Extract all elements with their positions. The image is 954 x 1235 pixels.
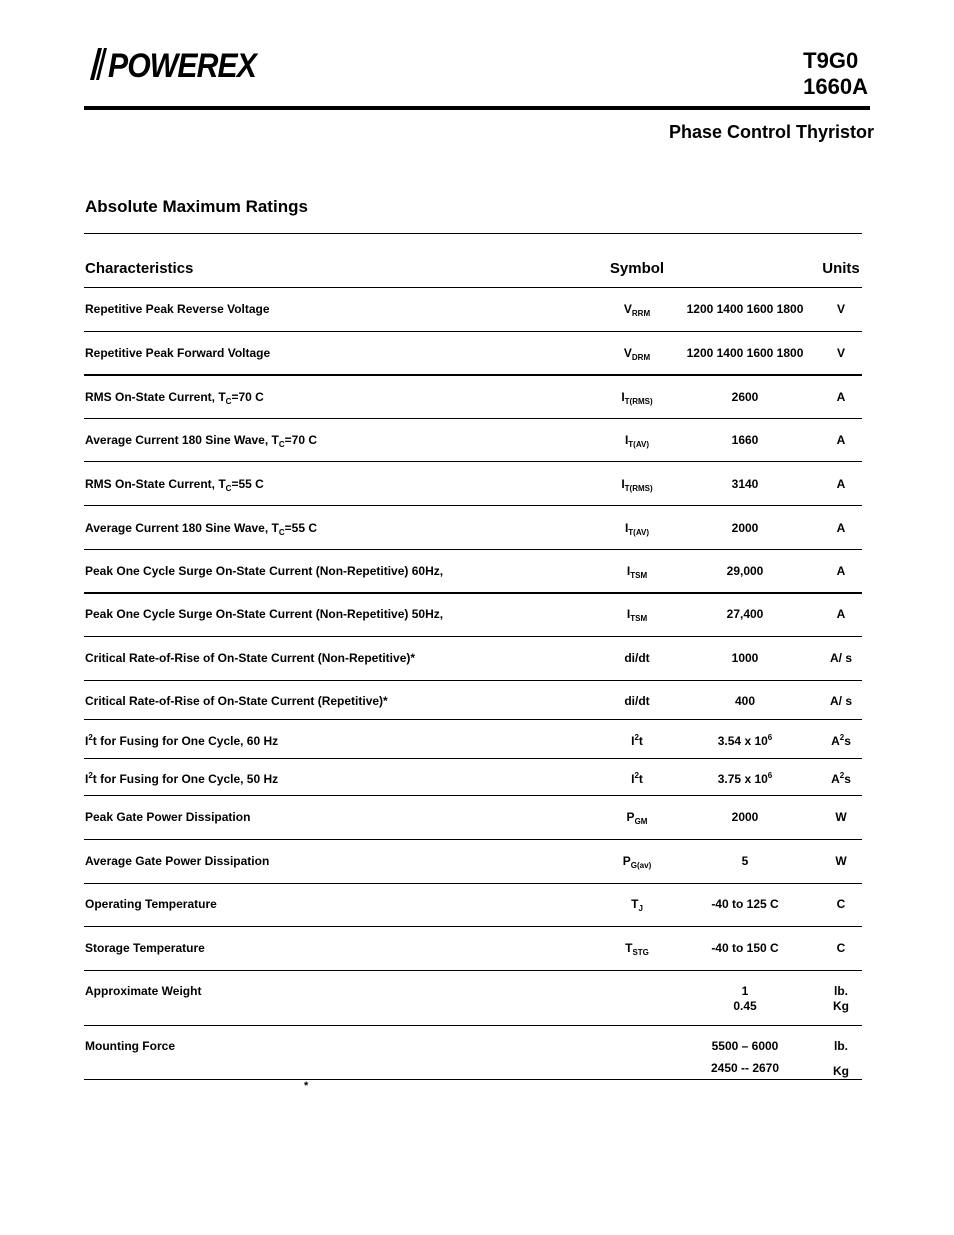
row-value — [670, 477, 820, 491]
row-value — [670, 521, 820, 535]
row-characteristic: Peak Gate Power Dissipation — [85, 810, 251, 824]
symbol-subscript: GM — [634, 817, 648, 826]
row-unit-secondary: Kg — [833, 1064, 849, 1078]
header-divider — [84, 106, 870, 110]
symbol-subscript: J — [638, 904, 643, 913]
row-characteristic: Repetitive Peak Reverse Voltage — [85, 302, 270, 316]
row-divider — [84, 592, 862, 594]
header-symbol: Symbol — [609, 260, 665, 277]
symbol-subscript: DRM — [631, 353, 651, 362]
logo-wordmark: POWEREX — [108, 47, 259, 85]
header-units: Units — [822, 260, 860, 277]
unit-text: A — [831, 772, 840, 786]
unit-text: V — [836, 302, 845, 316]
value-text: 2600 — [731, 390, 759, 404]
unit-text: A/ s — [829, 694, 852, 708]
row-divider — [84, 1079, 862, 1080]
unit-text: C — [836, 897, 846, 911]
value-text: -40 to 150 C — [711, 941, 779, 955]
unit-text: A — [836, 433, 846, 447]
unit-text-tail: s — [844, 734, 851, 748]
row-characteristic: Approximate Weight — [85, 984, 202, 998]
row-value — [670, 854, 820, 868]
row-unit — [811, 521, 871, 535]
row-characteristic: Critical Rate-of-Rise of On-State Current (Non-Repetitive)* — [85, 651, 416, 665]
characteristic-text: I — [85, 772, 89, 786]
part-number-block — [803, 48, 868, 100]
value-text: 1660 — [731, 433, 759, 447]
characteristic-superscript: 2 — [88, 733, 93, 742]
symbol-text: P — [622, 854, 631, 868]
row-value — [670, 390, 820, 404]
symbol-text: P — [626, 810, 635, 824]
row-divider — [84, 926, 862, 927]
symbol-text: di/dt — [624, 651, 650, 665]
row-unit — [811, 651, 871, 665]
row-characteristic: Critical Rate-of-Rise of On-State Current (Repetitive)* — [85, 694, 388, 708]
symbol-subscript: T(AV) — [628, 528, 650, 537]
header-rule — [84, 287, 862, 288]
characteristic-subscript: C — [278, 528, 285, 537]
row-value — [670, 984, 820, 998]
row-unit — [811, 607, 871, 621]
symbol-text: T — [625, 941, 633, 955]
row-unit — [811, 854, 871, 868]
row-characteristic — [85, 390, 264, 404]
symbol-subscript: T(AV) — [628, 440, 650, 449]
unit-text-tail: s — [844, 772, 851, 786]
value-text: 3.54 x 10 — [717, 734, 768, 748]
row-value — [670, 734, 820, 748]
row-value — [670, 1039, 820, 1053]
symbol-text: I — [621, 390, 625, 404]
symbol-text: I — [626, 607, 631, 621]
row-unit — [811, 433, 871, 447]
row-value-secondary: 2450 -- 2670 — [710, 1061, 780, 1075]
row-divider — [84, 719, 862, 720]
header-characteristics: Characteristics — [85, 260, 194, 277]
symbol-text: I — [631, 734, 635, 748]
value-text: 1200 1400 1600 1800 — [686, 346, 804, 360]
value-text: 27,400 — [726, 607, 764, 621]
symbol-text-tail: t — [638, 734, 643, 748]
value-superscript: 6 — [767, 733, 773, 742]
row-unit — [811, 810, 871, 824]
row-unit — [811, 941, 871, 955]
unit-text: W — [835, 854, 847, 868]
row-characteristic: Repetitive Peak Forward Voltage — [85, 346, 271, 360]
characteristic-text-tail: =70 C — [284, 433, 317, 447]
row-characteristic — [85, 772, 278, 786]
characteristic-subscript: C — [225, 397, 232, 406]
value-text: 1200 1400 1600 1800 — [686, 302, 804, 316]
row-value — [670, 694, 820, 708]
row-unit-secondary: Kg — [833, 999, 849, 1013]
row-characteristic: Operating Temperature — [85, 897, 217, 911]
unit-text: V — [836, 346, 845, 360]
value-text: 1 — [741, 984, 749, 998]
row-value — [670, 810, 820, 824]
row-unit — [811, 346, 871, 360]
row-characteristic: Peak One Cycle Surge On-State Current (Non-Repetitive) 50Hz, — [85, 607, 444, 621]
row-unit — [811, 897, 871, 911]
row-divider — [84, 331, 862, 332]
row-unit — [811, 302, 871, 316]
characteristic-text: Average Current 180 Sine Wave, T — [85, 521, 279, 535]
characteristic-superscript: 2 — [88, 771, 93, 780]
symbol-text: I — [624, 433, 629, 447]
unit-text: A/ s — [829, 651, 852, 665]
value-text: 400 — [734, 694, 756, 708]
part-rating: 1660A — [803, 74, 868, 99]
symbol-subscript: G(av) — [630, 861, 652, 870]
symbol-subscript: TSM — [630, 614, 648, 623]
unit-text: W — [835, 810, 847, 824]
row-value — [670, 651, 820, 665]
characteristic-subscript: C — [225, 484, 232, 493]
row-unit — [811, 564, 871, 578]
powerex-logo — [86, 46, 259, 85]
row-characteristic: Mounting Force — [85, 1039, 175, 1053]
symbol-text: I — [626, 564, 631, 578]
row-divider — [84, 839, 862, 840]
row-value — [670, 772, 820, 786]
unit-text: C — [836, 941, 846, 955]
symbol-subscript: RRM — [631, 309, 651, 318]
row-characteristic: Storage Temperature — [85, 941, 205, 955]
row-value — [670, 897, 820, 911]
symbol-subscript: T(RMS) — [624, 484, 653, 493]
symbol-superscript: 2 — [634, 733, 639, 742]
unit-text: A — [836, 607, 846, 621]
symbol-text-tail: t — [638, 772, 643, 786]
characteristic-text: RMS On-State Current, T — [85, 390, 226, 404]
characteristic-subscript: C — [278, 440, 285, 449]
unit-superscript: 2 — [839, 771, 845, 780]
row-value — [670, 564, 820, 578]
value-text: 2000 — [731, 810, 759, 824]
row-value — [670, 302, 820, 316]
symbol-text: di/dt — [624, 694, 650, 708]
row-divider — [84, 505, 862, 506]
unit-text: A — [831, 734, 840, 748]
symbol-subscript: STG — [632, 948, 649, 957]
symbol-subscript: TSM — [630, 571, 648, 580]
row-unit — [811, 390, 871, 404]
symbol-superscript: 2 — [634, 771, 639, 780]
value-text: 29,000 — [726, 564, 764, 578]
unit-text: A — [836, 564, 846, 578]
row-divider — [84, 636, 862, 637]
symbol-text: I — [631, 772, 635, 786]
document-type: Phase Control Thyristor — [668, 122, 874, 142]
characteristic-text-tail: =55 C — [284, 521, 317, 535]
value-text: 5 — [741, 854, 749, 868]
characteristic-text: Average Current 180 Sine Wave, T — [85, 433, 279, 447]
row-unit — [811, 477, 871, 491]
unit-text: A — [836, 390, 846, 404]
row-divider — [84, 795, 862, 796]
symbol-subscript: T(RMS) — [624, 397, 653, 406]
section-title: Absolute Maximum Ratings — [85, 197, 308, 216]
row-characteristic: Peak One Cycle Surge On-State Current (Non-Repetitive) 60Hz, — [85, 564, 444, 578]
row-divider — [84, 883, 862, 884]
value-text: 3140 — [731, 477, 759, 491]
unit-superscript: 2 — [839, 733, 845, 742]
unit-text: lb. — [834, 984, 848, 998]
value-text: 1000 — [731, 651, 759, 665]
characteristic-text: RMS On-State Current, T — [85, 477, 226, 491]
unit-text: A — [836, 477, 846, 491]
row-unit — [811, 1039, 871, 1053]
symbol-text: V — [623, 346, 632, 360]
value-superscript: 6 — [767, 771, 773, 780]
symbol-text: I — [624, 521, 629, 535]
characteristic-text-tail: =55 C — [231, 477, 264, 491]
part-number: T9G0 — [803, 48, 859, 73]
value-text: 2000 — [731, 521, 759, 535]
row-divider — [84, 418, 862, 419]
row-divider — [84, 374, 862, 376]
row-value — [670, 941, 820, 955]
row-value — [670, 607, 820, 621]
row-characteristic — [85, 521, 317, 535]
unit-text: A — [836, 521, 846, 535]
row-divider — [84, 461, 862, 462]
characteristic-text: I — [85, 734, 89, 748]
row-characteristic — [85, 477, 264, 491]
value-text: -40 to 125 C — [711, 897, 779, 911]
row-characteristic — [85, 433, 317, 447]
row-divider — [84, 680, 862, 681]
row-unit — [811, 772, 871, 786]
value-text: 3.75 x 10 — [717, 772, 768, 786]
characteristic-text-tail: t for Fusing for One Cycle, 60 Hz — [92, 734, 279, 748]
characteristic-text-tail: t for Fusing for One Cycle, 50 Hz — [92, 772, 279, 786]
row-unit — [811, 984, 871, 998]
symbol-text: V — [623, 302, 632, 316]
row-unit — [811, 734, 871, 748]
unit-text: lb. — [834, 1039, 848, 1053]
row-divider — [84, 758, 862, 759]
row-characteristic — [85, 734, 278, 748]
characteristic-text-tail: =70 C — [231, 390, 264, 404]
row-value — [670, 433, 820, 447]
row-value-secondary: 0.45 — [733, 999, 757, 1013]
row-divider — [84, 1025, 862, 1026]
row-unit — [811, 694, 871, 708]
row-divider — [84, 549, 862, 550]
row-divider — [84, 970, 862, 971]
row-characteristic: Average Gate Power Dissipation — [85, 854, 270, 868]
row-value — [670, 346, 820, 360]
symbol-text: I — [621, 477, 625, 491]
symbol-text: T — [631, 897, 639, 911]
value-text: 5500 – 6000 — [711, 1039, 779, 1053]
table-top-rule — [84, 233, 862, 234]
footnote-marker: * — [304, 1080, 309, 1092]
